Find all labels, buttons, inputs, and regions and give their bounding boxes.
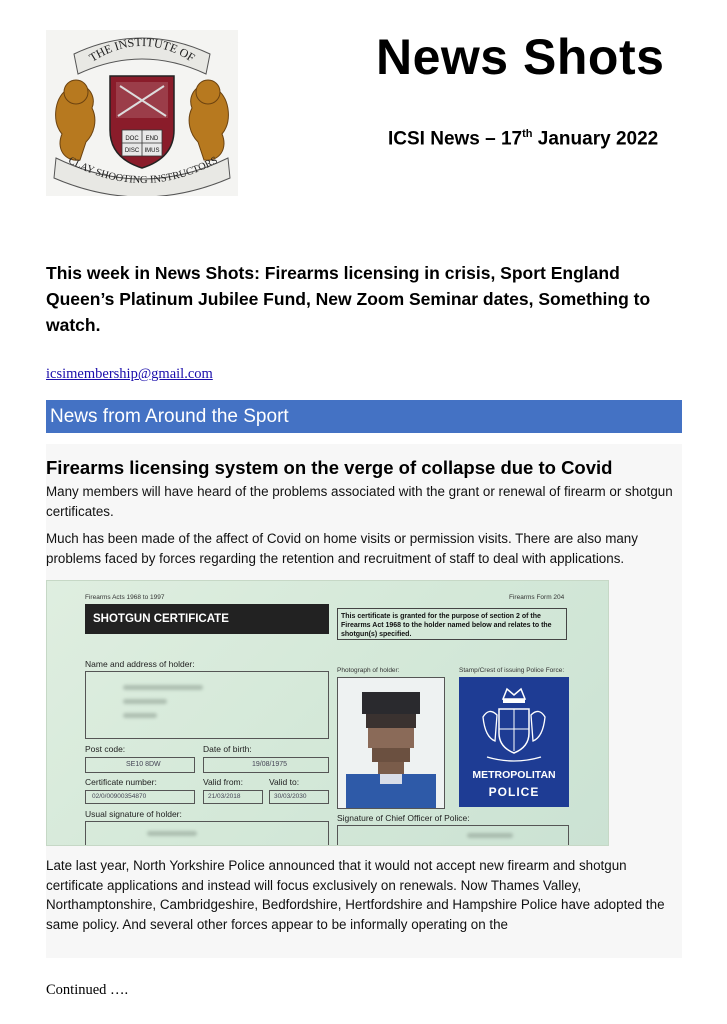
icsi-logo <box>46 30 238 196</box>
article-headline: Firearms licensing system on the verge of collapse due to Covid <box>46 457 613 478</box>
cert-postcode-label: Post code: <box>85 744 126 754</box>
article-paragraph-2: Much has been made of the affect of Covid on home visits or permission visits. There are also many problems faced by forces regarding the retention and recruitment of staff to deal with applications. <box>46 531 638 566</box>
dateline-suffix: January 2022 <box>532 128 659 150</box>
shield-text-2: END <box>145 136 159 142</box>
cert-name-box <box>85 671 329 739</box>
cert-signature-label: Usual signature of holder: <box>85 809 182 819</box>
cert-valid-to-value: 30/03/2030 <box>269 790 329 804</box>
shotgun-certificate-image <box>46 580 609 846</box>
force-line-1: METROPOLITAN <box>472 769 556 781</box>
crown-icon <box>459 677 569 767</box>
cert-name-label: Name and address of holder: <box>85 659 195 669</box>
cert-heading: SHOTGUN CERTIFICATE <box>85 604 329 634</box>
dateline <box>388 128 658 150</box>
cert-stamp-label: Stamp/Crest of issuing Police Force: <box>459 667 565 674</box>
shield-text-1: DOC <box>125 136 139 142</box>
holder-photo <box>337 677 445 809</box>
cert-chief-label: Signature of Chief Officer of Police: <box>337 813 470 823</box>
section-heading: News from Around the Sport <box>46 400 682 433</box>
article-paragraph-3: Late last year, North Yorkshire Police announced that it would not accept new firearm and shotgun certificate applications and instead will focus exclusively on renewals. Now Thames Valley, Northamptonshire, Cambridgeshire, Bedfordshire, Hertfordshire and Hampshire Police have adopted the same policy. And several other forces appear to be informally operating on the <box>46 858 665 932</box>
cert-grant-text: This certificate is granted for the purpose of section 2 of the Firearms Act 1968 to the holder named below and relates to the shotgun(s) specified. <box>337 608 567 640</box>
force-line-2: POLICE <box>488 785 540 799</box>
cert-dob-label: Date of birth: <box>203 744 252 754</box>
shield-text-4: IMUS <box>144 148 160 154</box>
cert-valid-from-value: 21/03/2018 <box>203 790 263 804</box>
cert-number-label: Certificate number: <box>85 777 157 787</box>
cert-act: Firearms Acts 1968 to 1997 <box>85 594 165 601</box>
cert-valid-from-label: Valid from: <box>203 777 243 787</box>
logo-bottom-text: CLAY SHOOTING INSTRUCTORS <box>66 155 220 187</box>
logo-top-text: THE INSTITUTE OF <box>86 34 198 65</box>
cert-photo-label: Photograph of holder: <box>337 667 400 674</box>
cert-valid-to-label: Valid to: <box>269 777 300 787</box>
cert-number-value: 02/0/00900354870 <box>85 790 195 804</box>
email-link[interactable]: icsimembership@gmail.com <box>46 366 213 382</box>
article <box>46 444 682 958</box>
cert-postcode-value: SE10 8DW <box>85 757 195 773</box>
cert-signature-box <box>85 821 329 846</box>
cert-chief-box <box>337 825 569 846</box>
dateline-sup: th <box>522 128 533 140</box>
article-paragraph-1: Many members will have heard of the problems associated with the grant or renewal of firearm or shotgun certificates. <box>46 484 673 519</box>
cert-dob-value: 19/08/1975 <box>203 757 329 773</box>
intro-summary: This week in News Shots: Firearms licensing in crisis, Sport England Queen’s Platinum Jubilee Fund, New Zoom Seminar dates, Something to watch. <box>46 263 651 335</box>
cert-form: Firearms Form 204 <box>509 594 565 601</box>
continued-note: Continued …. <box>46 982 129 998</box>
shield-text-3: DISC <box>124 148 140 154</box>
metropolitan-police-crest <box>459 677 569 807</box>
page-title: News Shots <box>376 29 665 85</box>
dateline-prefix: ICSI News – 17 <box>388 128 523 150</box>
